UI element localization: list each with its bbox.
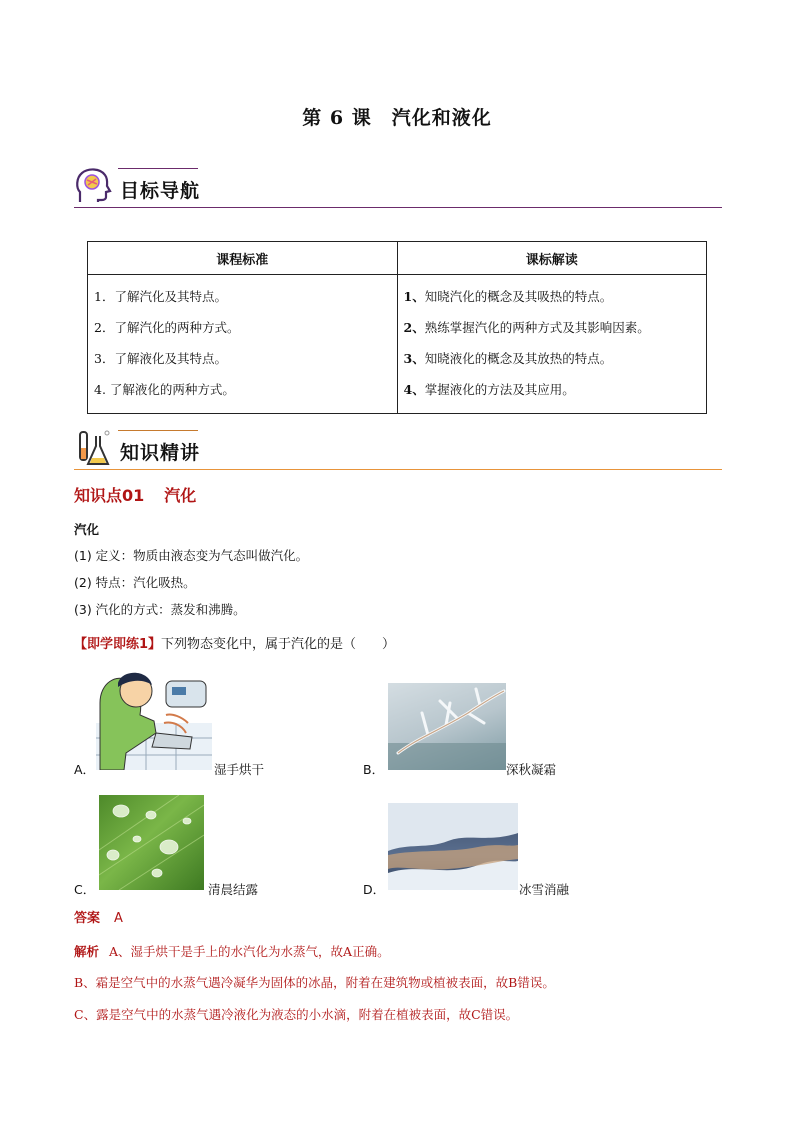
brain-head-icon [74,166,112,206]
practice-question: 【即学即练1】下列物态变化中，属于汽化的是（ ） [74,637,396,652]
explanation-line: B、霜是空气中的水蒸气遇冷凝华为固体的冰晶，附着在建筑物或植被表面，故B错误。 [74,975,555,990]
option-letter: C． [74,882,96,897]
interpretation-item: 4、掌握液化的方法及其应用。 [403,382,575,397]
answer-line: 答案 A [74,911,123,926]
flask-icon [74,428,112,468]
frost-branch-image [388,683,506,770]
table-header: 课标解读 [397,242,707,275]
section-title: 知识精讲 [120,442,201,464]
standard-item: 4. 了解液化的两种方式。 [94,382,235,397]
option-letter: D． [363,882,386,897]
section-top-rule [118,168,198,169]
option-caption: 深秋凝霜 [506,762,557,777]
option-caption: 冰雪消融 [519,882,570,897]
standard-item: 3．了解液化及其特点。 [94,351,227,366]
interpretation-item: 3、知晓液化的概念及其放热的特点。 [403,351,613,366]
section-top-rule [118,430,198,431]
definition-line: (1) 定义：物质由液态变为气态叫做汽化。 [74,548,309,563]
melting-snow-image [388,803,518,890]
definition-heading: 汽化 [74,522,100,537]
section-header-knowledge [74,428,722,472]
section-underline [74,207,722,208]
explanation-line: C、露是空气中的水蒸气遇冷液化为液态的小水滴，附着在植被表面，故C错误。 [74,1007,519,1022]
interpretation-item: 2、熟练掌握汽化的两种方式及其影响因素。 [403,320,650,335]
option-letter: A． [74,762,96,777]
option-caption: 湿手烘干 [214,762,265,777]
definition-line: (2) 特点：汽化吸热。 [74,575,196,590]
hand-dryer-image [96,663,212,770]
curriculum-table [87,241,707,414]
interpretations-cell [397,275,707,414]
section-title: 目标导航 [120,180,201,202]
table-header: 课程标准 [88,242,398,275]
knowledge-point-title: 知识点01 汽化 [74,486,197,505]
standards-cell [88,275,398,414]
section-underline [74,469,722,470]
standard-item: 1．了解汽化及其特点。 [94,289,227,304]
dew-leaf-image [99,795,204,890]
option-caption: 清晨结露 [208,882,259,897]
explanation-line: 解析 A、湿手烘干是手上的水汽化为水蒸气，故A正确。 [74,944,390,959]
section-header-goals [74,166,722,210]
definition-line: (3) 汽化的方式：蒸发和沸腾。 [74,602,246,617]
page-title: 第 6 课 汽化和液化 [302,107,492,129]
interpretation-item: 1、知晓汽化的概念及其吸热的特点。 [403,289,613,304]
standard-item: 2．了解汽化的两种方式。 [94,320,240,335]
option-letter: B． [363,762,385,777]
